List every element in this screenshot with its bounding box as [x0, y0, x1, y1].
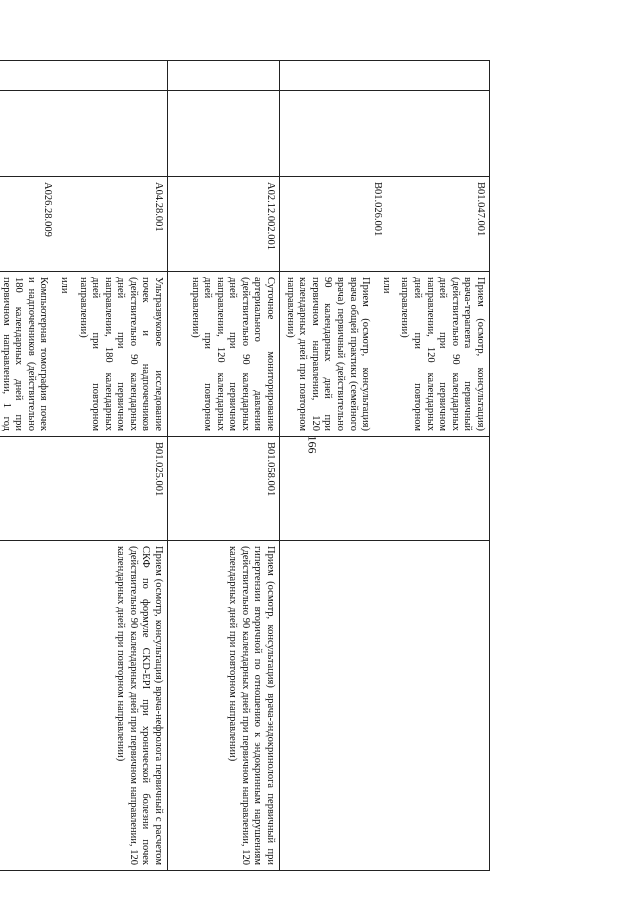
- empty-cell: [0, 91, 168, 177]
- service-code: A04.28.001: [153, 182, 165, 232]
- service-text: Прием (осмотр, консультация) врача общей практики (семейного врача) первичный (действительно 90 календарных дней при первичном направлении, 120 календарных дней при повторном направлении): [284, 277, 372, 431]
- service-text: Суточное мониторирование артериального давления (действительно 90 календарных дней при первичном направлении, 120 календарных дней при повторном направлении): [189, 277, 277, 431]
- service-code: B01.047.001: [475, 182, 486, 237]
- service-code: A02.12.002.001: [265, 182, 277, 250]
- empty-cell: [280, 91, 490, 177]
- ref-code-cell: [168, 437, 280, 541]
- or-label: или: [380, 277, 392, 294]
- service-cell: [0, 272, 168, 437]
- ref-text: Прием (осмотр, консультация) врача-эндокринолога первичный при гипертензии вторичной по отношению к эндокринным нарушениям (действительно 90 календарных дней при первичном направлении, 120 календарных дней при повторном направлении): [227, 546, 277, 865]
- or-label: или: [58, 277, 70, 294]
- empty-cell: [0, 61, 168, 91]
- service-text: Ультразвуковое исследование почек и надпочечников (действительно 90 календарных дней при первичном направлении, 180 календарных дней при повторном направлении): [77, 277, 165, 431]
- page-number: 166: [305, 435, 320, 454]
- table-row: [168, 61, 280, 871]
- empty-cell: [168, 61, 280, 91]
- ref-code: B01.025.001: [153, 442, 165, 497]
- ref-code-cell: [0, 437, 168, 541]
- service-cell: [280, 272, 490, 437]
- ref-text: Прием (осмотр, консультация) врача-нефролога первичный с расчетом СКФ по формуле CKD-EPI при хронической болезни почек (действительно 90 календарных дней при первичном направлении, 120 календарных дней при повторном направлении): [115, 546, 165, 865]
- table-row: [0, 61, 168, 871]
- code-cell: [168, 177, 280, 272]
- service-code: B01.026.001: [372, 182, 384, 237]
- ref-text-cell: [168, 541, 280, 871]
- service-cell: [168, 272, 280, 437]
- ref-text-cell: [280, 541, 490, 871]
- referral-table: [0, 60, 490, 871]
- empty-cell: [280, 61, 490, 91]
- service-text: Прием (осмотр, консультация) врача-терапевта первичный (действительно 90 календарных дней при первичном направлении, 120 календарных дней при повторном направлении): [399, 277, 486, 431]
- code-cell: [280, 177, 490, 272]
- table-row: [280, 61, 490, 871]
- ref-code-cell: [280, 437, 490, 541]
- ref-code: B01.058.001: [265, 442, 277, 497]
- ref-text-cell: [0, 541, 168, 871]
- rotated-table-wrapper: [0, 60, 490, 870]
- code-cell: [0, 177, 168, 272]
- service-text: Компьютерная томография почек и надпочечников (действительно 180 календарных дней при первичном направлении, 1 год: [0, 277, 50, 431]
- service-code: A026.28.009: [42, 182, 54, 237]
- empty-cell: [168, 91, 280, 177]
